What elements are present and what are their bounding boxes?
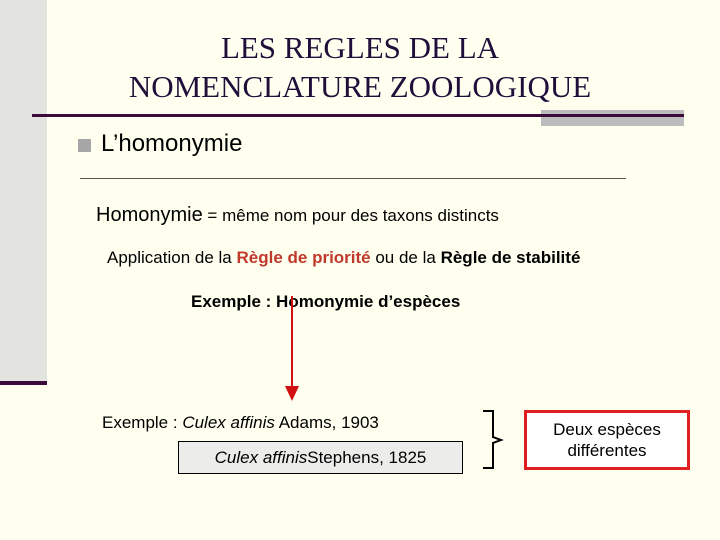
species1-author: Adams, 1903 (274, 413, 379, 432)
definition-line (96, 204, 499, 227)
section-divider (80, 178, 626, 179)
slide-title-line-1: LES REGLES DE LA (220, 30, 500, 65)
example-header-text: Homonymie d’espèces (276, 292, 461, 311)
species2-author: Stephens, 1825 (307, 447, 427, 467)
example-header (191, 292, 460, 312)
slide-title (60, 28, 660, 106)
example-header-label: Exemple : (191, 292, 277, 311)
rule-stability: Règle de stabilité (440, 248, 581, 267)
conclusion-line-2: différentes (567, 441, 647, 460)
species1-name: Culex affinis (182, 413, 275, 432)
conclusion-box (524, 410, 690, 470)
title-rule (32, 114, 684, 117)
slide-title-line-2: NOMENCLATURE ZOOLOGIQUE (128, 69, 592, 104)
side-bar-accent-line (0, 381, 47, 385)
species2-box (178, 441, 463, 474)
application-line (107, 248, 580, 268)
bullet-square-icon (78, 139, 91, 152)
example-line (102, 413, 379, 433)
conclusion-line-1: Deux espèces (553, 420, 661, 439)
side-bar-decoration (0, 0, 47, 384)
definition-text: = même nom pour des taxons distincts (202, 206, 499, 225)
application-prefix: Application de la (107, 248, 237, 267)
rule-priority: Règle de priorité (236, 248, 371, 267)
application-middle: ou de la (370, 248, 441, 267)
definition-term: Homonymie (96, 204, 203, 226)
arrow-down-icon (282, 296, 302, 406)
bullet-item (78, 130, 242, 158)
species2-name: Culex affinis (214, 447, 308, 467)
example-label: Exemple : (102, 413, 183, 432)
title-rule-block (541, 110, 684, 126)
bullet-text: L’homonymie (101, 130, 243, 157)
bracket-icon (479, 410, 505, 470)
